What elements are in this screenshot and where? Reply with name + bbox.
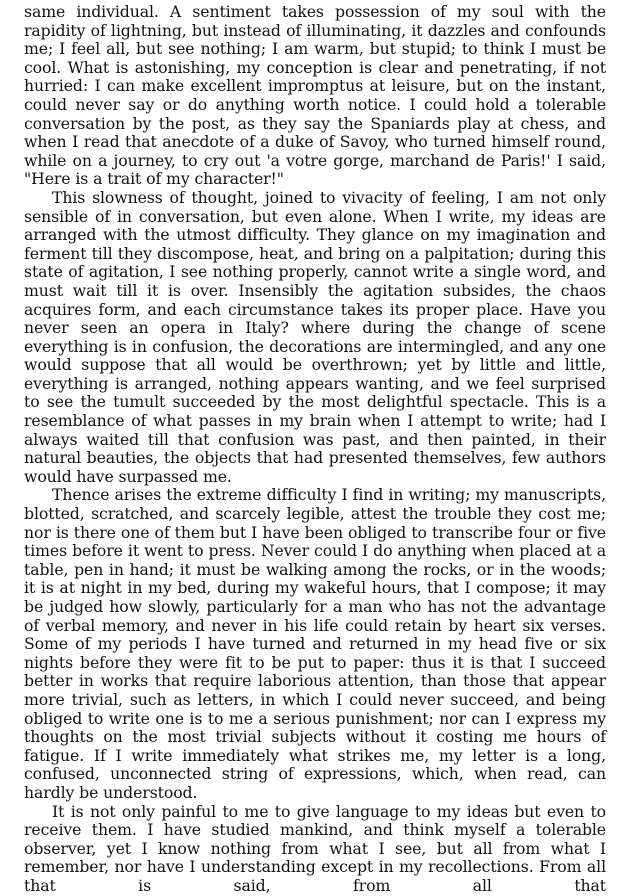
paragraph-2: This slowness of thought, joined to vivacity of feeling, I am not only sensible of in conversation, but even alone. When I write, my ideas are arranged with the utmost difficulty. They glance on my imagination and ferment till they discompose, heat, and bring on a palpitation; during this state of agitation, I see nothing properly, cannot write a single word, and must wait till it is over. Insensibly the agitation subsides, the chaos acquires form, and each circumstance takes its proper place. Have you never seen an opera in Italy? where during the change of scene everything is in confusion, the decorations are intermingled, and any one would suppose that all would be overthrown; yet by little and little, everything is arranged, nothing appears wanting, and we feel surprised to see the tumult succeeded by the most delightful spectacle. This is a resemblance of what passes in my brain when I attempt to write; had I always waited till that confusion was past, and then painted, in their natural beauties, the objects that had presented themselves, few authors would have surpassed me. [24,187,606,486]
paragraph-3: Thence arises the extreme difficulty I find in writing; my manuscripts, blotted, scratched, and scarcely legible, attest the trouble they cost me; nor is there one of them but I have been obliged to transcribe four or five times before it went to press. Never could I do anything when placed at a table, pen in hand; it must be walking among the rocks, or in the woods; it is at night in my bed, during my wakeful hours, that I compose; it may be judged how slowly, particularly for a man who has not the advantage of verbal memory, and never in his life could retain by heart six verses. Some of my periods I have turned and returned in my head five or six nights before they were fit to be put to paper: thus it is that I succeed better in works that require laborious attention, than those that appear more trivial, such as letters, in which I could never succeed, and being obliged to write one is to me a serious punishment; nor can I express my thoughts on the most trivial subjects without it costing me hours of fatigue. If I write immediately what strikes me, my letter is a long, confused, unconnected string of expressions, which, when read, can hardly be understood. [24,485,606,802]
paragraph-1: same individual. A sentiment takes possession of my soul with the rapidity of lightning, but instead of illuminating, it dazzles and confounds me; I feel all, but see nothing; I am warm, but stupid; to think I must be cool. What is astonishing, my conception is clear and penetrating, if not hurried: I can make excellent impromptus at leisure, but on the instant, could never say or do anything worth notice. I could hold a tolerable conversation by the post, as they say the Spaniards play at chess, and when I read that anecdote of a duke of Savoy, who turned himself round, while on a journey, to cry out 'a votre gorge, marchand de Paris!' I said, "Here is a trait of my character!" [24,2,606,189]
paragraph-4: It is not only painful to me to give language to my ideas but even to receive them. I have studied mankind, and think myself a tolerable observer, yet I know nothing from what I see, but all from what I remember, nor have I understanding except in my recollections. From all that is said, from all that [24,801,606,895]
